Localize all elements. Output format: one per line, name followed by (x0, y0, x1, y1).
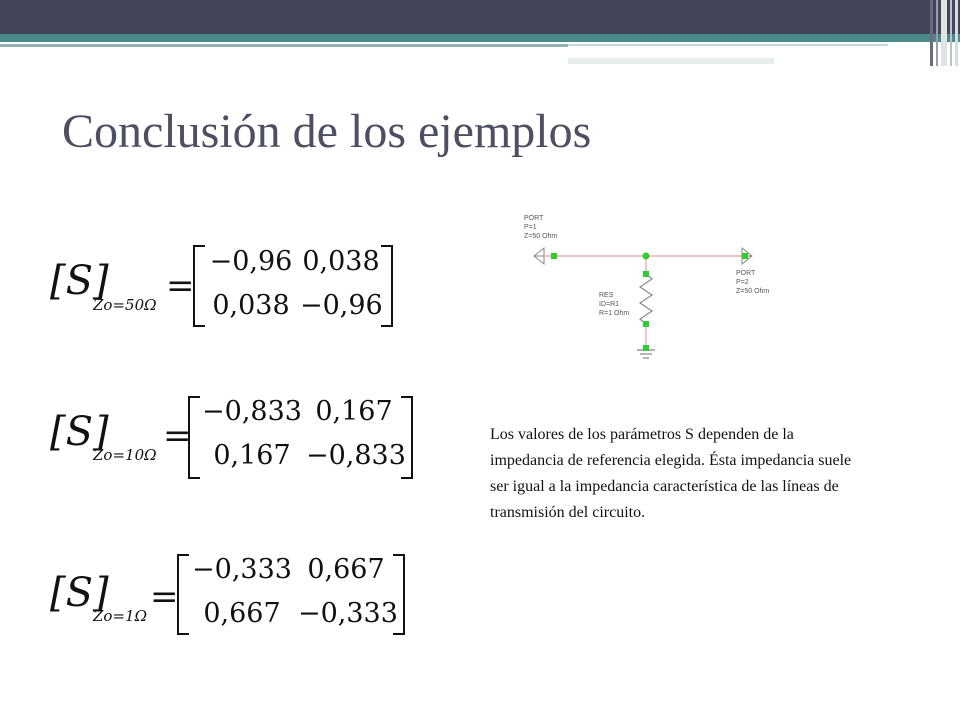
resistor-id: ID=R1 (599, 301, 620, 308)
resistor-name: RES (599, 292, 614, 299)
ground-icon (637, 350, 655, 358)
reference-impedance-subscript: Zo=10Ω (93, 446, 157, 464)
port2-number: P=2 (736, 279, 749, 286)
s-matrix-symbol: [S] (50, 258, 109, 304)
matrix-cell-s21: 0,667 (203, 598, 281, 629)
matrix-cell-s11: −0,96 (209, 246, 293, 277)
matrix-cell-s21: 0,167 (213, 440, 291, 471)
reference-impedance-subscript: Zo=50Ω (93, 296, 157, 314)
description-text: Los valores de los parámetros S dependen de la impedancia de referencia elegida. Ésta impedancia suele ser igual a la impedancia característica de las líneas de transmisión del circuito. (490, 426, 852, 521)
matrix-cell-s11: −0,333 (192, 554, 292, 585)
matrix-cell-s22: −0,96 (300, 290, 383, 321)
node-junction (643, 253, 650, 260)
matrix-cell-s22: −0,333 (298, 598, 398, 629)
header-bar (0, 0, 960, 34)
equals-sign: = (166, 266, 195, 306)
circuit-schematic (520, 208, 790, 378)
matrix-right-bracket (381, 245, 393, 327)
port2-name: PORT (736, 270, 756, 277)
node-resistor-top (643, 271, 649, 277)
s-matrix-symbol: [S] (50, 570, 109, 616)
matrix-cell-s22: −0,833 (306, 440, 406, 471)
node-ground (643, 345, 649, 351)
matrix-cell-s21: 0,038 (212, 290, 290, 321)
port1-name: PORT (524, 215, 544, 222)
node-resistor-bottom (643, 321, 649, 327)
resistor-value: R=1 Ohm (599, 310, 630, 317)
header-rule-tertiary (568, 58, 774, 64)
port2-impedance: Z=50 Ohm (736, 288, 770, 295)
equals-sign: = (150, 577, 179, 617)
header-rule (0, 44, 568, 47)
reference-impedance-subscript: Zo=1Ω (93, 607, 148, 625)
node-port1 (551, 253, 557, 259)
resistor-symbol (640, 274, 652, 324)
port1-symbol (534, 248, 544, 264)
matrix-cell-s12: 0,038 (302, 246, 380, 277)
port1-number: P=1 (524, 224, 537, 231)
matrix-cell-s11: −0,833 (202, 396, 302, 427)
header-accent-bar (0, 34, 960, 42)
port1-impedance: Z=50 Ohm (524, 233, 558, 240)
page-title: Conclusión de los ejemplos (62, 105, 592, 158)
matrix-cell-s12: 0,667 (307, 554, 385, 585)
equals-sign: = (163, 416, 192, 456)
node-port2 (742, 253, 748, 259)
s-matrix-symbol: [S] (50, 409, 109, 455)
matrix-cell-s12: 0,167 (315, 396, 393, 427)
header-rule-secondary (568, 44, 888, 46)
